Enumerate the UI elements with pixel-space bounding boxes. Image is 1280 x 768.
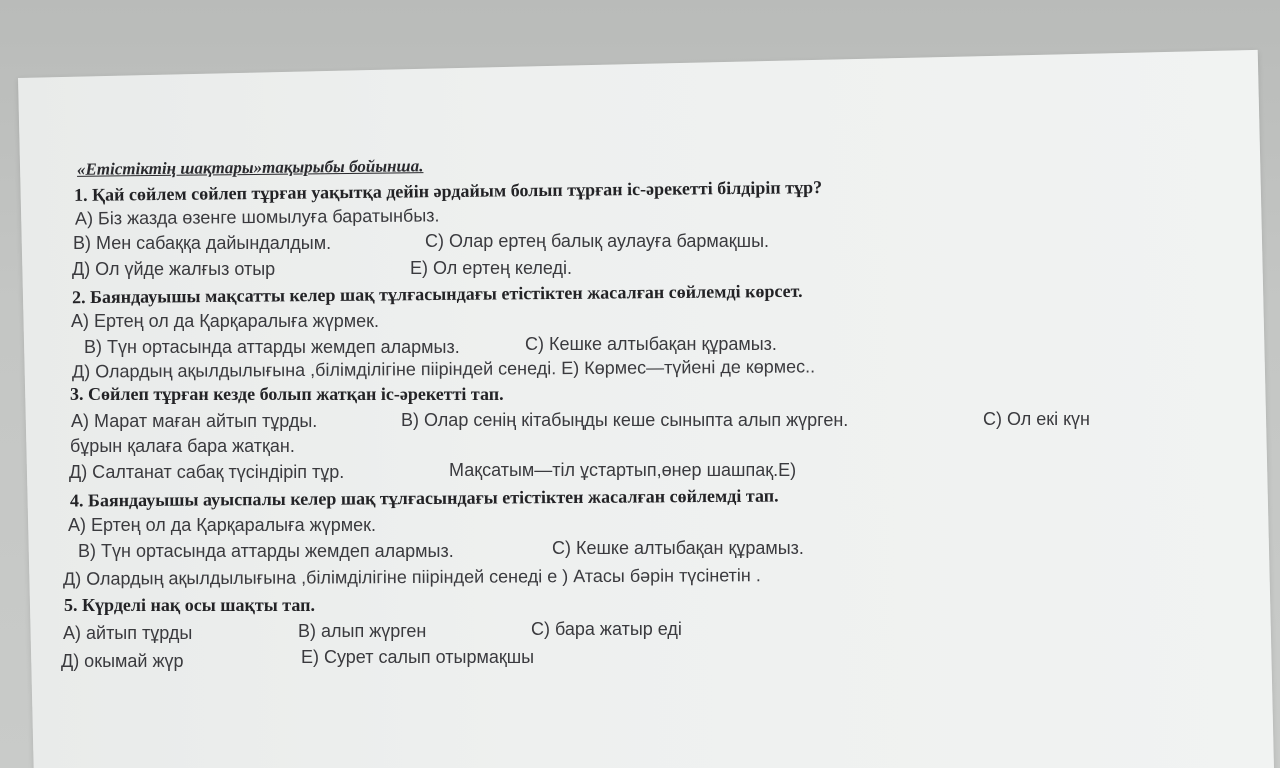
question-4: 4. Баяндауышы ауыспалы келер шақ тұлғасындағы етістіктен жасалған сөйлемді тап. — [69, 485, 779, 511]
q3-option-b: В) Олар сенің кітабыңды кеше сыныпта алып жүрген. — [401, 410, 849, 430]
q4-option-a: А) Ертең ол да Қарқаралыға жүрмек. — [68, 515, 376, 535]
document-title: «Етістіктің шақтары»тақырыбы бойынша. — [76, 156, 424, 179]
q2-option-b: В) Түн ортасында аттарды жемдеп алармыз. — [84, 337, 460, 357]
q4-option-b: В) Түн ортасында аттарды жемдеп алармыз. — [78, 541, 454, 561]
q5-option-b: В) алып жүрген — [298, 621, 427, 641]
q1-option-e: Е) Ол ертең келеді. — [410, 258, 573, 278]
q3-option-c-continued: бұрын қалаға бара жатқан. — [70, 436, 295, 456]
q1-option-b: В) Мен сабаққа дайындалдым. — [73, 233, 332, 253]
q5-option-d: Д) окымай жүр — [61, 651, 184, 671]
q1-option-a: А) Біз жазда өзенге шомылуға баратынбыз. — [74, 205, 440, 229]
q2-option-d-e: Д) Олардың ақылдылығына ,білімділігіне пііріндей сенеді. Е) Көрмес—түйені де көрмес.. — [71, 356, 816, 382]
q2-option-c: С) Кешке алтыбақан құрамыз. — [525, 334, 777, 354]
question-3: 3. Сөйлеп тұрған кезде болып жатқан іс-әрекетті тап. — [70, 384, 504, 404]
q2-option-a: А) Ертең ол да Қарқаралыға жүрмек. — [71, 311, 379, 331]
q3-option-e: Мақсатым—тіл ұстартып,өнер шашпақ.Е) — [449, 460, 797, 480]
q4-option-d-e: Д) Олардың ақылдылығына ,білімділігіне пііріндей сенеді е ) Атасы бәрін түсінетін . — [62, 565, 761, 589]
question-1: 1. Қай сөйлем сөйлеп тұрған уақытқа дейін әрдайым болып тұрған іс-әрекетті білдіріп тұр? — [73, 177, 823, 205]
q3-option-d: Д) Салтанат сабақ түсіндіріп тұр. — [69, 462, 345, 482]
q3-option-c: С) Ол екі күн — [983, 409, 1090, 429]
q4-option-c: С) Кешке алтыбақан құрамыз. — [552, 538, 804, 558]
q1-option-d: Д) Ол үйде жалғыз отыр — [72, 259, 276, 279]
question-5: 5. Күрделі нақ осы шақты тап. — [64, 595, 315, 615]
q5-option-c: С) бара жатыр еді — [531, 619, 682, 639]
q5-option-a: А) айтып тұрды — [63, 623, 193, 643]
question-2: 2. Баяндауышы мақсатты келер шақ тұлғасындағы етістіктен жасалған сөйлемді көрсет. — [71, 280, 803, 308]
q3-option-a: А) Марат маған айтып тұрды. — [71, 411, 318, 431]
q5-option-e: Е) Сурет салып отырмақшы — [301, 647, 535, 667]
q1-option-c: С) Олар ертең балық аулауға бармақшы. — [425, 231, 770, 251]
